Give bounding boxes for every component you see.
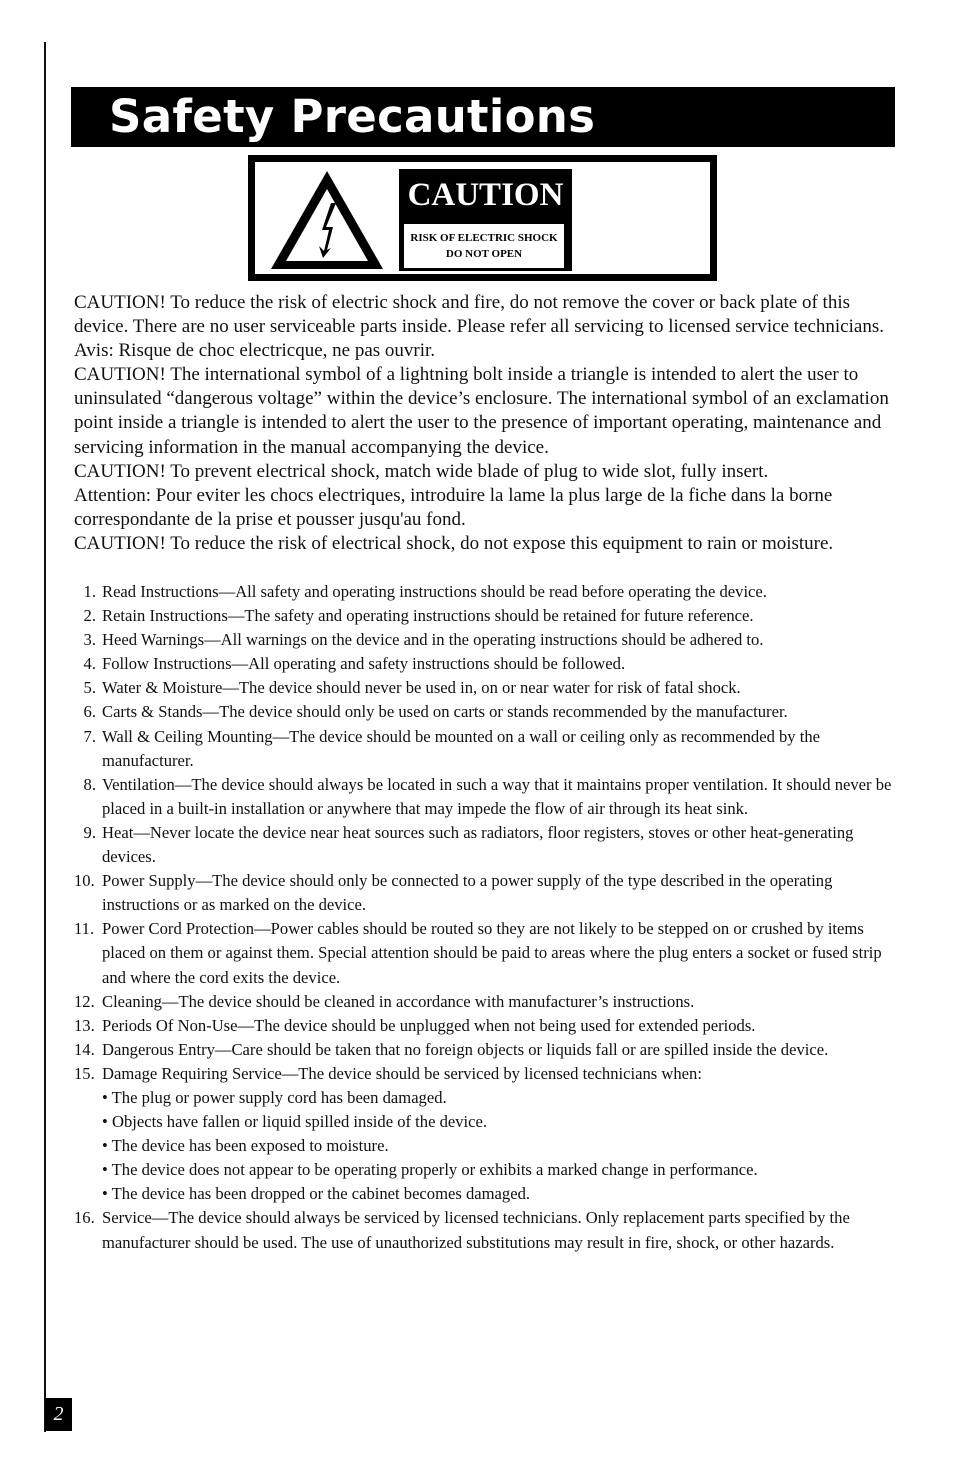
caution-subtext-line2: DO NOT OPEN xyxy=(445,248,523,260)
item-number: 15. xyxy=(74,1063,95,1083)
list-item xyxy=(74,580,896,604)
item-number: 9. xyxy=(83,822,96,842)
service-bullet: • The device has been exposed to moisture. xyxy=(102,1136,389,1156)
item-text: Periods Of Non-Use—The device should be unplugged when not being used for extended periods. xyxy=(102,1015,756,1035)
list-item xyxy=(74,1206,896,1254)
item-number: 1. xyxy=(83,582,96,601)
item-text: Service—The device should always be serviced by licensed technicians. Only replacement parts specified by the manufacturer should be used. The use of unauthorized substitutions may result in fire, shock, or other hazards. xyxy=(102,1208,850,1252)
item-number: 2. xyxy=(83,606,96,626)
item-number: 7. xyxy=(83,726,96,746)
list-item xyxy=(74,1038,896,1062)
page-title: Safety Precautions xyxy=(71,87,895,147)
item-text: Heed Warnings—All warnings on the device and in the operating instructions should be adhered to. xyxy=(102,630,764,650)
safety-instructions-list xyxy=(74,580,896,1255)
item-text: Power Supply—The device should only be connected to a power supply of the type described in the operating instructions or as marked on the device. xyxy=(102,871,833,915)
item-text: Heat—Never locate the device near heat sources such as radiators, floor registers, stoves or other heat-generating devices. xyxy=(102,822,854,867)
item-number: 6. xyxy=(83,702,96,722)
list-item xyxy=(74,700,896,724)
page-number: 2 xyxy=(45,1398,72,1431)
item-number: 13. xyxy=(74,1015,95,1035)
item-text: Ventilation—The device should always be located in such a way that it maintains proper ventilation. It should never be placed in a built-in installation or anywhere that may impede the flow of air through its heat sink. xyxy=(102,774,892,818)
caution-paragraph: CAUTION! The international symbol of a lightning bolt inside a triangle is intended to alert the user to uninsulated “dangerous voltage” within the device’s enclosure. The international symbol of an exclamation point inside a triangle is intended to alert the user to the presence of important operating, maintenance and servicing information in the manual accompanying the device. xyxy=(74,364,889,458)
list-item xyxy=(74,821,896,869)
item-number: 12. xyxy=(74,991,95,1011)
item-number: 16. xyxy=(74,1208,95,1228)
item-text: Dangerous Entry—Care should be taken that no foreign objects or liquids fall or are spilled inside the device. xyxy=(102,1039,829,1059)
item-text: Wall & Ceiling Mounting—The device should be mounted on a wall or ceiling only as recommended by the manufacturer. xyxy=(102,726,821,770)
list-item xyxy=(74,1014,896,1038)
item-text: Read Instructions—All safety and operating instructions should be read before operating the device. xyxy=(102,582,767,601)
item-number: 10. xyxy=(74,871,95,891)
caution-heading: CAUTION xyxy=(407,177,564,213)
item-number: 3. xyxy=(83,630,96,650)
list-item xyxy=(74,652,896,676)
item-number: 5. xyxy=(83,678,96,698)
caution-paragraph: CAUTION! To reduce the risk of electrical shock, do not expose this equipment to rain or moisture. xyxy=(74,532,834,554)
item-text: Damage Requiring Service—The device should be serviced by licensed technicians when: xyxy=(102,1063,702,1083)
list-item xyxy=(74,869,896,917)
item-text: Carts & Stands—The device should only be used on carts or stands recommended by the manufacturer. xyxy=(102,702,788,722)
caution-paragraph: CAUTION! To prevent electrical shock, match wide blade of plug to wide slot, fully insert. xyxy=(74,460,769,482)
list-item xyxy=(74,1062,896,1086)
list-item xyxy=(74,725,896,773)
caution-label-inner xyxy=(255,162,710,274)
list-item xyxy=(74,917,896,989)
caution-label-box xyxy=(399,169,572,271)
caution-label-panel xyxy=(248,155,717,281)
list-item xyxy=(74,628,896,652)
caution-paragraph: Attention: Pour eviter les chocs electriques, introduire la lame la plus large de la fiche dans la borne correspondante de la prise et pousser jusqu'au fond. xyxy=(74,484,833,530)
item-text: Follow Instructions—All operating and safety instructions should be followed. xyxy=(102,654,626,674)
caution-subtext-line1: RISK OF ELECTRIC SHOCK xyxy=(410,232,558,244)
caution-paragraphs xyxy=(74,291,894,556)
item-text: Retain Instructions—The safety and operating instructions should be retained for future reference. xyxy=(102,606,754,626)
caution-paragraph: CAUTION! To reduce the risk of electric shock and fire, do not remove the cover or back plate of this device. There are no user serviceable parts inside. Please refer all servicing to licensed service technicians. Avis: Risque de choc electricque, ne pas ouvrir. xyxy=(74,292,884,362)
service-bullet: • The device does not appear to be operating properly or exhibits a marked change in performance. xyxy=(102,1160,758,1180)
item-number: 11. xyxy=(74,919,95,939)
list-item xyxy=(74,773,896,821)
caution-subtext xyxy=(404,224,564,268)
service-bullet: • The device has been dropped or the cabinet becomes damaged. xyxy=(102,1184,531,1204)
item-text: Water & Moisture—The device should never be used in, on or near water for risk of fatal shock. xyxy=(102,678,741,698)
item-text: Power Cord Protection—Power cables should be routed so they are not likely to be stepped on or crushed by items placed on them or against them. Special attention should be paid to areas where the plug enters a socket or fused strip and where the cord exits the device. xyxy=(102,919,882,987)
service-bullet: • The plug or power supply cord has been damaged. xyxy=(102,1087,447,1107)
item-number: 4. xyxy=(83,654,96,674)
list-item xyxy=(74,990,896,1014)
margin-rule xyxy=(44,42,46,1432)
service-bullet: • Objects have fallen or liquid spilled inside of the device. xyxy=(102,1112,488,1132)
lightning-warning-icon xyxy=(267,167,387,273)
item-number: 8. xyxy=(83,774,96,794)
item-text: Cleaning—The device should be cleaned in accordance with manufacturer’s instructions. xyxy=(102,991,695,1011)
list-item xyxy=(74,604,896,628)
item-number: 14. xyxy=(74,1039,95,1059)
list-item xyxy=(74,676,896,700)
